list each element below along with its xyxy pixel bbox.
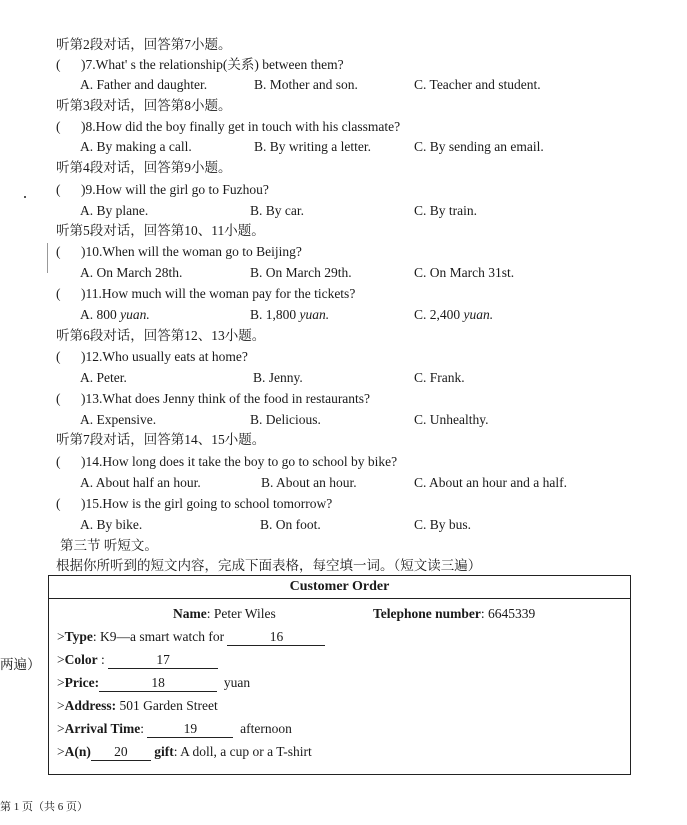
answer-paren[interactable]: ( <box>56 119 61 134</box>
margin-line <box>47 243 48 273</box>
answer-blank-20[interactable]: 20 <box>91 744 151 761</box>
question-text: )14.How long does it take the boy to go to school by bike? <box>81 454 398 469</box>
question-14 <box>56 453 397 471</box>
question-10 <box>56 243 302 261</box>
section-heading: 听第4段对话，回答第9小题。 <box>56 160 232 175</box>
name-row: Name: Peter Wiles <box>173 606 276 621</box>
part3-heading: 第三节 听短文。 <box>60 538 158 553</box>
answer-blank-19[interactable]: 19 <box>147 721 233 738</box>
section-heading: 听第2段对话，回答第7小题。 <box>56 37 232 52</box>
question-text: )13.What does Jenny think of the food in restaurants? <box>81 391 371 406</box>
option-b: B. By car. <box>250 203 304 218</box>
question-text: )12.Who usually eats at home? <box>81 349 248 364</box>
answer-paren[interactable]: ( <box>56 244 61 259</box>
color-row: >Color : 17 <box>57 651 218 669</box>
option-c: C. Unhealthy. <box>414 412 489 427</box>
price-row: >Price: 18 yuan <box>57 675 251 690</box>
option-a: A. 800 yuan. <box>80 307 150 322</box>
option-b: B. About an hour. <box>261 475 357 490</box>
question-text: )10.When will the woman go to Beijing? <box>81 244 302 259</box>
answer-paren[interactable]: ( <box>56 391 61 406</box>
answer-blank-17[interactable]: 17 <box>108 652 218 669</box>
answer-paren[interactable]: ( <box>56 286 61 301</box>
option-a: A. By plane. <box>80 203 149 218</box>
answer-blank-16[interactable]: 16 <box>227 629 325 646</box>
option-b: B. On March 29th. <box>250 265 352 280</box>
option-c: C. About an hour and a half. <box>414 475 567 490</box>
question-8 <box>56 118 400 136</box>
option-a: A. Peter. <box>80 370 127 385</box>
option-b: B. Delicious. <box>250 412 321 427</box>
section-heading: 听第6段对话，回答第12、13小题。 <box>56 328 266 343</box>
option-a: A. By making a call. <box>80 139 192 154</box>
section-heading: 听第5段对话，回答第10、11小题。 <box>56 223 265 238</box>
option-c: C. On March 31st. <box>414 265 515 280</box>
answer-paren[interactable]: ( <box>56 496 61 511</box>
answer-paren[interactable]: ( <box>56 349 61 364</box>
gift-row: >A(n) 20 gift: A doll, a cup or a T-shirt <box>57 744 312 759</box>
question-text: )8.How did the boy finally get in touch with his classmate? <box>81 119 401 134</box>
question-9 <box>56 181 269 199</box>
option-c: C. By train. <box>414 203 477 218</box>
answer-blank-18[interactable]: 18 <box>99 675 217 692</box>
option-c: C. 2,400 yuan. <box>414 307 494 322</box>
dot-mark <box>24 196 26 198</box>
option-a: A. Expensive. <box>80 412 157 427</box>
question-text: )15.How is the girl going to school tomorrow? <box>81 496 333 511</box>
arrival-row: >Arrival Time: 19 afternoon <box>57 721 292 736</box>
option-b: B. 1,800 yuan. <box>250 307 330 322</box>
option-a: A. On March 28th. <box>80 265 183 280</box>
customer-order-table <box>48 575 631 775</box>
answer-paren[interactable]: ( <box>56 454 61 469</box>
table-title: Customer Order <box>49 576 630 599</box>
option-c: C. Frank. <box>414 370 465 385</box>
option-b: B. By writing a letter. <box>254 139 371 154</box>
question-text: )7.What' s the relationship(关系) between them? <box>81 57 344 72</box>
answer-paren[interactable]: ( <box>56 182 61 197</box>
phone-row: Telephone number: 6645339 <box>373 606 536 621</box>
option-a: A. About half an hour. <box>80 475 201 490</box>
section-heading: 听第7段对话，回答第14、15小题。 <box>56 432 266 447</box>
type-row: >Type: K9—a smart watch for 16 <box>57 628 325 646</box>
option-c: C. By sending an email. <box>414 139 544 154</box>
question-13 <box>56 390 370 408</box>
option-b: B. On foot. <box>260 517 321 532</box>
question-7 <box>56 56 344 74</box>
page-footer: 第 1 页（共 6 页） <box>0 801 88 813</box>
option-b: B. Jenny. <box>253 370 303 385</box>
section-heading: 听第3段对话，回答第8小题。 <box>56 98 232 113</box>
answer-paren[interactable]: ( <box>56 57 61 72</box>
option-a: A. Father and daughter. <box>80 77 208 92</box>
question-text: )11.How much will the woman pay for the tickets? <box>81 286 356 301</box>
question-11 <box>56 285 355 303</box>
question-15 <box>56 495 332 513</box>
question-text: )9.How will the girl go to Fuzhou? <box>81 182 269 197</box>
part3-instruction: 根据你所听到的短文内容，完成下面表格，每空填一词。（短文读三遍） <box>56 558 482 573</box>
question-12 <box>56 348 248 366</box>
address-row: >Address: 501 Garden Street <box>57 698 218 713</box>
margin-cut-text: 两遍） <box>0 657 41 672</box>
option-a: A. By bike. <box>80 517 143 532</box>
option-c: C. Teacher and student. <box>414 77 541 92</box>
option-b: B. Mother and son. <box>254 77 358 92</box>
option-c: C. By bus. <box>414 517 472 532</box>
